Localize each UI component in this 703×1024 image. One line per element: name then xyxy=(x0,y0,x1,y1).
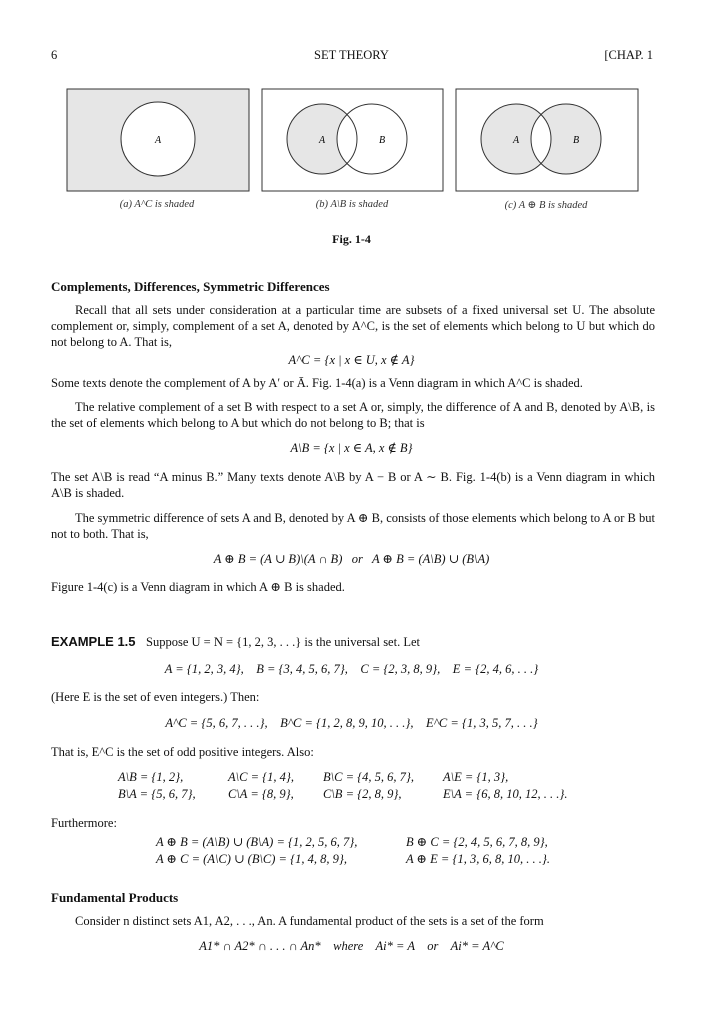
paragraph: The set A\B is read “A minus B.” Many texts denote A\B by A − B or A ∼ B. Fig. 1-4(b) is a Venn diagram in which A\B is shaded. xyxy=(51,470,655,500)
equation: A = {1, 2, 3, 4}, B = {3, 4, 5, 6, 7}, C = {2, 3, 8, 9}, E = {2, 4, 6, . . .} xyxy=(164,662,539,676)
example-intro: Suppose U = N = {1, 2, 3, . . .} is the universal set. Let xyxy=(146,635,420,649)
paragraph: That is, E^C is the set of odd positive integers. Also: xyxy=(51,745,314,759)
chapter-label: [CHAP. 1 xyxy=(604,48,653,62)
equation: A1* ∩ A2* ∩ . . . ∩ An* where Ai* = A or Ai* = A^C xyxy=(199,939,504,953)
section-heading: Fundamental Products xyxy=(51,890,179,905)
venn-panel-a xyxy=(67,89,249,191)
grid-cell: B\C = {4, 5, 6, 7}, xyxy=(323,770,415,784)
caption-b: (b) A\B is shaded xyxy=(315,199,389,210)
paragraph: The symmetric difference of sets A and B, denoted by A ⊕ B, consists of those elements which belong to A or B but not to both. That is, xyxy=(51,511,655,541)
grid-cell: A ⊕ E = {1, 3, 6, 8, 10, . . .}. xyxy=(406,852,550,866)
caption-a: (a) A^C is shaded xyxy=(119,199,195,210)
running-title: SET THEORY xyxy=(314,48,389,62)
grid-cell: A\E = {1, 3}, xyxy=(443,770,509,784)
grid-cell: E\A = {6, 8, 10, 12, . . .}. xyxy=(443,787,568,801)
set-label: A xyxy=(154,135,162,146)
equation: A^C = {5, 6, 7, . . .}, B^C = {1, 2, 8, 9, 10, . . .}, E^C = {1, 3, 5, 7, . . .} xyxy=(165,716,538,730)
equation: A\B = {x | x ∈ A, x ∉ B} xyxy=(290,441,413,455)
grid-cell: B ⊕ C = {2, 4, 5, 6, 7, 8, 9}, xyxy=(406,835,548,849)
symdiff-grid xyxy=(156,834,616,870)
paragraph: Figure 1-4(c) is a Venn diagram in which A ⊕ B is shaded. xyxy=(51,580,345,594)
paragraph: The relative complement of a set B with respect to a set A or, simply, the difference of A and B, denoted by A\B, is the set of elements which belong to A but which do not belong to B; that is xyxy=(51,400,655,430)
set-label: B xyxy=(572,135,580,146)
equation: A^C = {x | x ∈ U, x ∉ A} xyxy=(288,353,415,367)
differences-grid xyxy=(118,770,618,806)
paragraph: Furthermore: xyxy=(51,816,117,830)
grid-cell: A\C = {1, 4}, xyxy=(228,770,295,784)
equation: A ⊕ B = (A ∪ B)\(A ∩ B) or A ⊕ B = (A\B) ∪ (B\A) xyxy=(213,552,490,566)
grid-cell: A ⊕ C = (A\C) ∪ (B\C) = {1, 4, 8, 9}, xyxy=(156,852,347,866)
grid-cell: B\A = {5, 6, 7}, xyxy=(118,787,196,801)
set-label: A xyxy=(318,135,326,146)
section-heading: Complements, Differences, Symmetric Differences xyxy=(51,279,330,294)
paragraph: Consider n distinct sets A1, A2, . . ., An. A fundamental product of the sets is a set of the form xyxy=(75,914,544,928)
set-label: A xyxy=(512,135,520,146)
grid-cell: A\B = {1, 2}, xyxy=(118,770,184,784)
paragraph: Some texts denote the complement of A by A′ or Ā. Fig. 1-4(a) is a Venn diagram in which A^C is shaded. xyxy=(51,376,583,390)
figure-label: Fig. 1-4 xyxy=(332,232,371,246)
grid-cell: C\A = {8, 9}, xyxy=(228,787,294,801)
caption-c: (c) A ⊕ B is shaded xyxy=(504,200,588,211)
grid-cell: C\B = {2, 8, 9}, xyxy=(323,787,402,801)
paragraph: (Here E is the set of even integers.) Then: xyxy=(51,690,260,704)
venn-panel-b xyxy=(262,89,443,191)
page-number: 6 xyxy=(51,48,58,62)
venn-panel-c xyxy=(456,89,638,191)
paragraph: Recall that all sets under consideration at a particular time are subsets of a fixed universal set U. The absolute complement or, simply, complement of a set A, denoted by A^C, is the set of elements which belong to U but which do not belong to A. That is, xyxy=(51,303,655,349)
venn-diagram-figure xyxy=(66,88,644,192)
grid-cell: A ⊕ B = (A\B) ∪ (B\A) = {1, 2, 5, 6, 7}, xyxy=(156,835,358,849)
example-title: EXAMPLE 1.5 xyxy=(51,634,136,649)
set-label: B xyxy=(378,135,386,146)
